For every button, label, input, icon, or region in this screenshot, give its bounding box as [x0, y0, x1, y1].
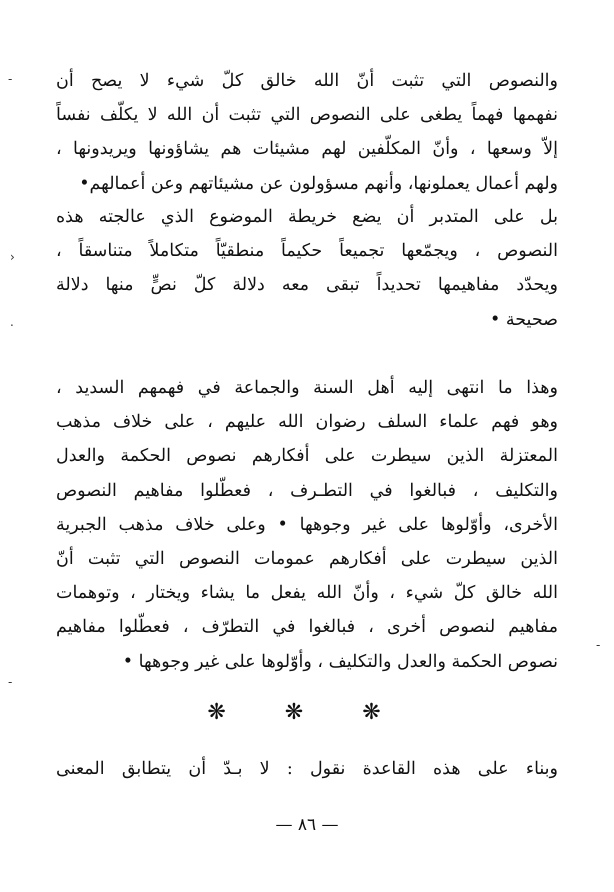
text-line: وهو فهم علماء السلف رضوان الله عليهم ، على خلاف مذهب: [56, 412, 558, 433]
text-line: ويحدّد مفاهيمها تحديداً تبقى معه دلالة كلّ نصٍّ منها دلالة: [56, 275, 558, 296]
margin-mark: .: [10, 315, 14, 329]
closing-paragraph: [56, 752, 558, 786]
text-line: والنصوص التي تثبت أنّ الله خالق كلّ شيء لا يصح أن: [56, 71, 558, 91]
text-line: بل على المتدبر أن يضع خريطة الموضوع الذي عالجته هذه: [56, 207, 558, 227]
text-line: الله خالق كلّ شيء ، وأنّ الله يفعل ما يشاء ويختار ، وتوهمات: [56, 583, 558, 604]
text-line: ولهم أعمال يعملونها، وأنهم مسؤولون عن مشيئاتهم وعن أعمالهم•: [79, 173, 558, 194]
text-line: وبناء على هذه القاعدة نقول : لا بـدّ أن يتطابق المعنى: [56, 759, 558, 779]
text-line: مفاهيم لنصوص أخرى ، فبالغوا في التطرّف ، فعطّلوا مفاهيم: [56, 617, 558, 638]
text-line: إلاّ وسعها ، وأنّ المكلّفين لهم مشيئات هم يشاؤونها ويريدونها ،: [56, 139, 558, 160]
margin-mark: -: [8, 72, 13, 86]
paragraph-2: [56, 200, 558, 337]
paragraph-1: [56, 64, 558, 201]
text-line: والتكليف ، فبالغوا في التطـرف ، فعطّلوا مفاهيم النصوص: [56, 480, 558, 501]
paragraph-3: [56, 371, 558, 679]
text-line: المعتزلة الذين سيطرت على أفكارهم نصوص الحكمة والعدل: [56, 446, 558, 467]
text-line: الذين سيطرت على أفكارهم عمومات النصوص التي تثبت أنّ: [56, 549, 558, 570]
text-line: وهذا ما انتهى إليه أهل السنة والجماعة في فهمهم السديد ،: [56, 378, 558, 398]
text-line: صحيحة •: [489, 309, 558, 330]
text-line: النصوص ، ويجمّعها تجميعاً حكيماً منطقيّاً متكاملاً متناسقاً ،: [56, 241, 558, 262]
margin-mark: ›: [10, 250, 15, 264]
margin-mark: -: [8, 675, 13, 689]
section-separator: ❋ ❋ ❋: [207, 700, 407, 725]
text-line: نفهمها فهماً يطغى على النصوص التي تثبت أن الله لا يكلّف نفساً: [56, 105, 558, 126]
text-line: الأخرى، وأوّلوها على غير وجوهها • وعلى خلاف مذهب الجبرية: [56, 514, 558, 535]
margin-mark: -: [596, 638, 601, 652]
text-line: نصوص الحكمة والعدل والتكليف ، وأوّلوها على غير وجوهها •: [122, 651, 558, 672]
page-number: — ٨٦ —: [275, 815, 339, 835]
